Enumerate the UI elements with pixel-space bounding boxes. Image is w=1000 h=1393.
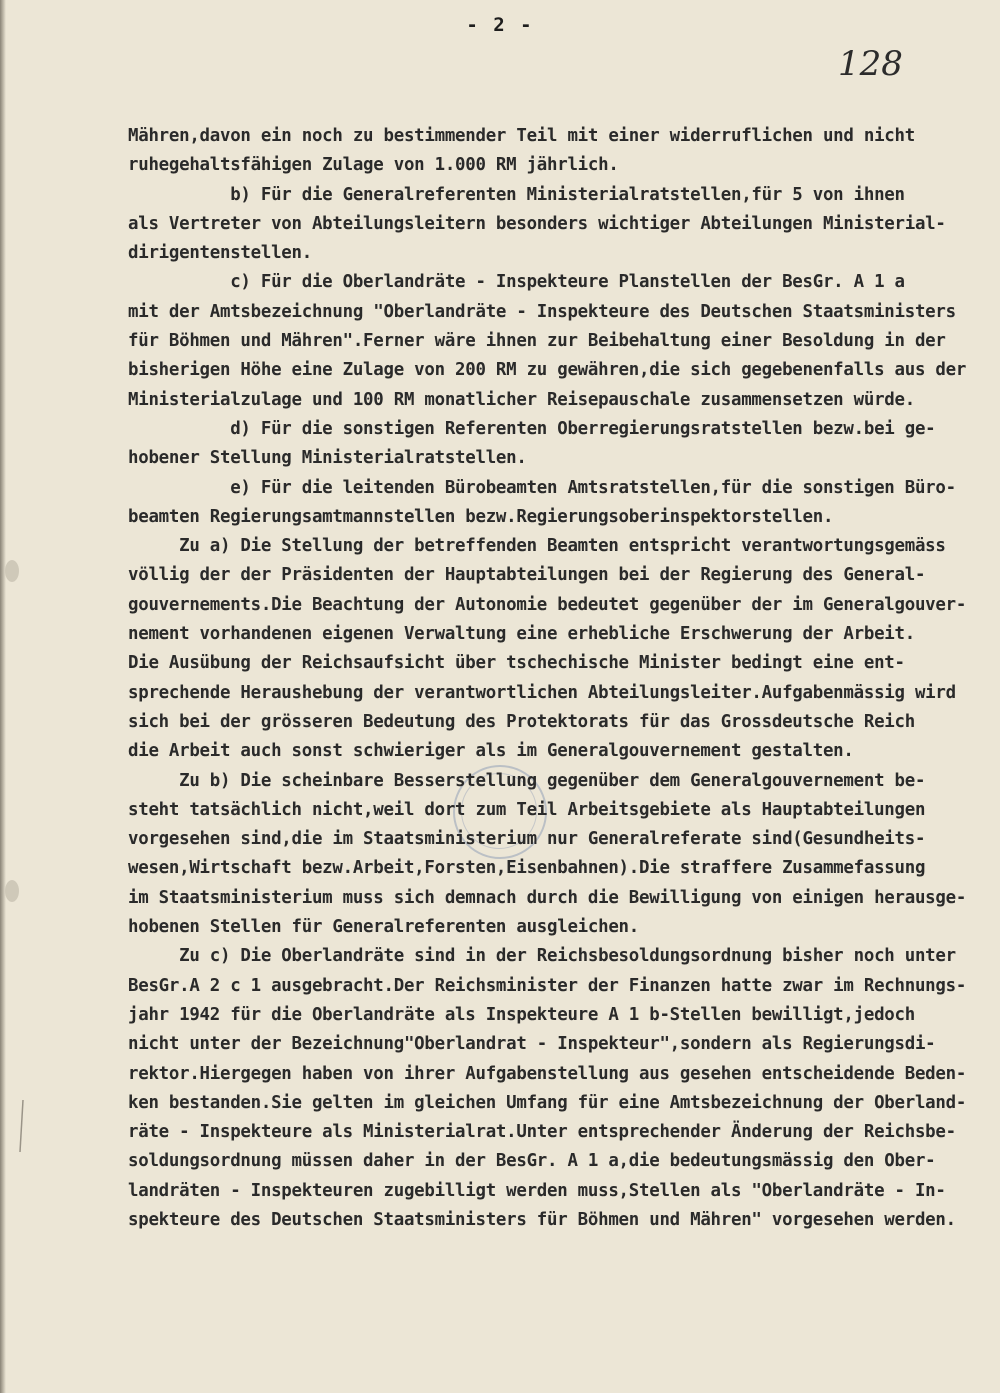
document-body [128,122,978,1235]
margin-scribble-icon [8,1096,38,1156]
page-number: - 2 - [466,14,534,36]
punch-hole [5,560,19,582]
text-line: jahr 1942 für die Oberlandräte als Inspekteure A 1 b-Stellen bewilligt,jedoch [128,1004,915,1025]
text-line: Zu b) Die scheinbare Besserstellung gegenüber dem Generalgouvernement be- [128,770,926,791]
text-line: nicht unter der Bezeichnung"Oberlandrat - Inspekteur",sondern als Regierungsdi- [128,1034,936,1055]
text-line: hobenen Stellen für Generalreferenten ausgleichen. [128,917,640,938]
text-line: räte - Inspekteure als Ministerialrat.Unter entsprechender Änderung der Reichsbe- [128,1122,956,1143]
page-edge [0,0,6,1393]
text-line: im Staatsministerium muss sich demnach durch die Bewilligung von einigen herausge- [128,887,967,908]
text-line: mit der Amtsbezeichnung "Oberlandräte - Inspekteure des Deutschen Staatsministers [128,301,956,322]
text-line: steht tatsächlich nicht,weil dort zum Teil Arbeitsgebiete als Hauptabteilungen [128,799,926,820]
text-line: ken bestanden.Sie gelten im gleichen Umfang für eine Amtsbezeichnung der Oberland- [128,1092,967,1113]
text-line: hobener Stellung Ministerialratstellen. [128,448,527,469]
text-line: sprechende Heraushebung der verantwortlichen Abteilungsleiter.Aufgabenmässig wird [128,682,956,703]
text-line: sich bei der grösseren Bedeutung des Protektorats für das Grossdeutsche Reich [128,711,915,732]
text-line: dirigentenstellen. [128,243,312,264]
text-line: wesen,Wirtschaft bezw.Arbeit,Forsten,Eisenbahnen).Die straffere Zusammefassung [128,858,926,879]
text-line: b) Für die Generalreferenten Ministerialratstellen,für 5 von ihnen [128,184,905,205]
text-line: e) Für die leitenden Bürobeamten Amtsratstellen,für die sonstigen Büro- [128,477,956,498]
text-line: Zu c) Die Oberlandräte sind in der Reichsbesoldungsordnung bisher noch unter [128,946,956,967]
text-line: vorgesehen sind,die im Staatsministerium nur Generalreferate sind(Gesundheits- [128,829,926,850]
text-line: soldungsordnung müssen daher in der BesGr. A 1 a,die bedeutungsmässig den Ober- [128,1151,936,1172]
text-line: beamten Regierungsamtmannstellen bezw.Regierungsoberinspektorstellen. [128,506,834,527]
text-line: Zu a) Die Stellung der betreffenden Beamten entspricht verantwortungsgemäss [128,536,946,557]
text-line: völlig der der Präsidenten der Hauptabteilungen bei der Regierung des General- [128,565,926,586]
text-line: BesGr.A 2 c 1 ausgebracht.Der Reichsminister der Finanzen hatte zwar im Rechnungs- [128,975,967,996]
text-line: als Vertreter von Abteilungsleitern besonders wichtiger Abteilungen Ministerial- [128,213,946,234]
folio-number: 128 [838,44,903,84]
text-line: Mähren,davon ein noch zu bestimmender Teil mit einer widerruflichen und nicht [128,126,915,146]
text-line: c) Für die Oberlandräte - Inspekteure Planstellen der BesGr. A 1 a [128,272,905,293]
text-line: gouvernements.Die Beachtung der Autonomie bedeutet gegenüber der im Generalgouver- [128,594,967,615]
text-line: spekteure des Deutschen Staatsministers für Böhmen und Mähren" vorgesehen werden. [128,1209,956,1230]
text-line: Ministerialzulage und 100 RM monatlicher Reisepauschale zusammensetzen würde. [128,389,915,410]
text-line: landräten - Inspekteuren zugebilligt werden muss,Stellen als "Oberlandräte - In- [128,1180,946,1201]
text-line: rektor.Hiergegen haben von ihrer Aufgabenstellung aus gesehen entscheidende Beden- [128,1063,967,1084]
text-line: ruhegehaltsfähigen Zulage von 1.000 RM jährlich. [128,155,619,176]
text-line: für Böhmen und Mähren".Ferner wäre ihnen zur Beibehaltung einer Besoldung in der [128,331,946,352]
punch-hole [5,880,19,902]
text-line: bisherigen Höhe eine Zulage von 200 RM zu gewähren,die sich gegebenenfalls aus der [128,360,967,381]
text-line: nement vorhandenen eigenen Verwaltung eine erhebliche Erschwerung der Arbeit. [128,624,915,645]
text-line: Die Ausübung der Reichsaufsicht über tschechische Minister bedingt eine ent- [128,653,905,674]
text-line: die Arbeit auch sonst schwieriger als im Generalgouvernement gestalten. [128,741,854,762]
text-line: d) Für die sonstigen Referenten Oberregierungsratstellen bezw.bei ge- [128,418,936,439]
